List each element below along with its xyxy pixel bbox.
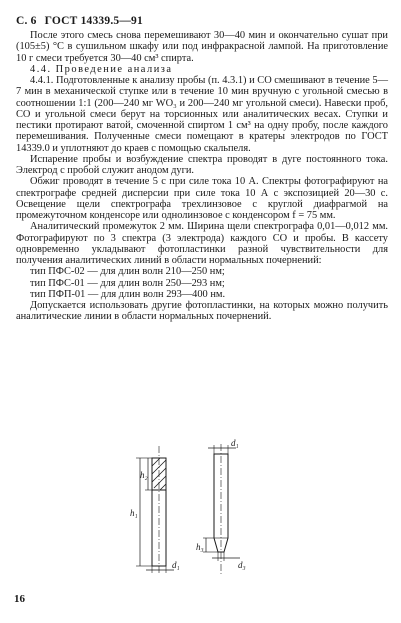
electrode-drawings-svg <box>118 440 278 580</box>
page-label: С. 6 <box>16 15 37 27</box>
label-h2: h₂ <box>140 470 148 480</box>
paragraph-alternative-plates: Допускается использовать другие фотопластинки, на которых можно получить аналитические линии в области нормальных почернений. <box>16 300 388 323</box>
label-h3: h₃ <box>196 542 204 552</box>
page-header <box>16 15 143 27</box>
list-item-pfs-01: тип ПФС-01 — для длин волн 250—293 нм; <box>30 277 225 289</box>
list-item-pfp-01: тип ПФП-01 — для длин волн 293—400 нм. <box>30 288 226 300</box>
list-item-pfs-02: тип ПФС-02 — для длин волн 210—250 нм; <box>30 266 225 278</box>
electrode-with-crater <box>136 446 174 574</box>
label-d1-left: d₁ <box>172 560 180 570</box>
label-h1: h₁ <box>130 508 138 518</box>
sharpened-electrode <box>203 444 240 574</box>
body-text <box>16 30 388 323</box>
label-d1-right: d₁ <box>231 438 239 448</box>
paragraph-analytical-gap: Аналитический промежуток 2 мм. Ширина щели спектрографа 0,01—0,012 мм. Фотографируют по 3 спектра (3 электрода) каждого СО и пробы. В кассету одновременно укладывают фотопластинки разной чувствительности для получения аналитических линий в области нормальных почернений: <box>16 221 388 266</box>
paragraph-4-4-1: 4.4.1. Подготовленные к анализу пробы (п. 4.3.1) и СО смешивают в течение 5—7 мин в механической ступке или в течение 10 мин вручную с угольной смесью в соотношении 1:1 (200—240 мг WO₃ и 200—240 мг угольной смеси). Навески проб, СО и угольной смеси берут на торсионных или аналитических весах. Ступки и пестики протирают ватой, смоченной спиртом 1 см³ на одну пробу, после каждого перемешивания. Полученные смеси помещают в кратеры электродов по ГОСТ 14339.0 и уплотняют до краев с помощью скальпеля. <box>16 75 388 154</box>
electrode-drawings <box>118 440 278 580</box>
paragraph-evaporation: Испарение пробы и возбуждение спектра проводят в дуге постоянного тока. Электрод с пробой служит анодом дуги. <box>16 153 388 176</box>
paragraph-drying: После этого смесь снова перемешивают 30—40 мин и окончательно сушат при (105±5) °С в сушильном шкафу или под инфракрасной лампой. На приготовление 10 г смеси требуется 30—40 см³ спирта. <box>16 30 388 64</box>
page-number: 16 <box>14 593 25 605</box>
section-heading-analysis: 4.4. Проведение анализа <box>30 63 173 75</box>
label-d3: d₃ <box>238 560 246 570</box>
standard-number: ГОСТ 14339.5—91 <box>44 15 143 27</box>
paragraph-firing: Обжиг проводят в течение 5 с при силе тока 10 А. Спектры фотографируют на спектрографе средней дисперсии при силе тока 10 А с экспозицией 20—30 с. Освещение щели спектрографа трехлинзовое с круглой диафрагмой на промежуточном конденсоре или однолинзовое с конденсором f = 75 мм. <box>16 176 388 221</box>
